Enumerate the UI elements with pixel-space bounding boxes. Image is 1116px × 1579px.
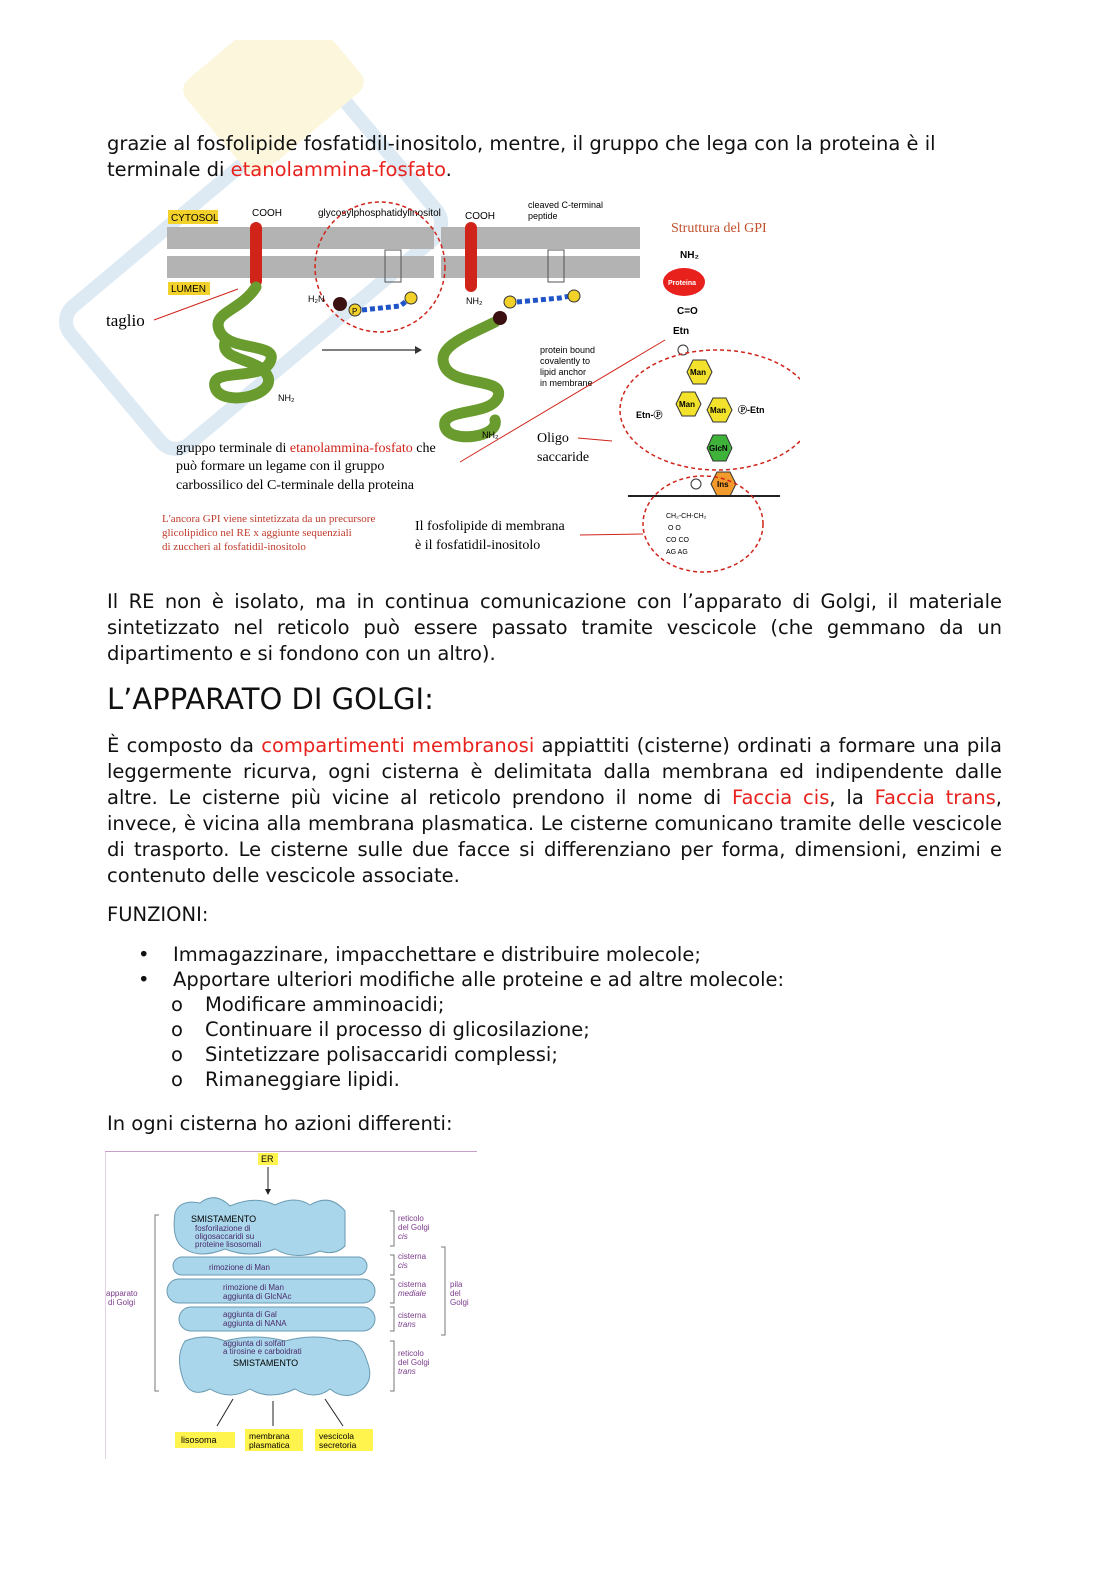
sub-list-item — [138, 992, 784, 1017]
cist-cis-label: cisterna — [398, 1252, 427, 1261]
oligo-label: Oligo — [537, 431, 569, 446]
gruppo-suffix: che — [412, 441, 436, 456]
bracket — [390, 1307, 394, 1331]
ret-trans-label: del Golgi — [398, 1358, 430, 1367]
vescicola-label: secretoria — [319, 1440, 357, 1450]
cisterna-intro: In ogni cisterna ho azioni differenti: — [107, 1112, 453, 1135]
membrane-band — [167, 227, 434, 249]
fosfolipide-note: Il fosfolipide di membrana — [415, 519, 565, 534]
cleaved-label: cleaved C-terminal — [528, 200, 604, 210]
oligo-arrow — [578, 438, 612, 441]
output-arrow — [217, 1399, 233, 1426]
er-arrow-head — [265, 1189, 271, 1195]
lipid-formula: CH₂-CH-CH₂ — [666, 513, 707, 520]
intro-prefix: terminale di — [107, 158, 231, 181]
gruppo-prefix: gruppo terminale di — [176, 441, 290, 456]
ret-cis-label: reticolo — [398, 1214, 424, 1223]
golgi-figure — [105, 1151, 477, 1459]
smistamento-label-2: SMISTAMENTO — [233, 1358, 299, 1368]
bracket — [390, 1279, 394, 1303]
pila-label: pila — [450, 1280, 463, 1289]
cooh-label: COOH — [465, 211, 495, 222]
protein-coil-right — [443, 322, 499, 437]
etn-right-label: Ⓟ-Etn — [738, 405, 765, 415]
sub-list-item — [138, 1042, 784, 1067]
struttura-title: Struttura del GPI — [671, 221, 767, 236]
gruppo-label-line2: può formare un legame con il gruppo — [176, 459, 385, 474]
paragraph-re-golgi: Il RE non è isolato, ma in continua comunicazione con l’apparato di Golgi, il materiale sintetizzato nel reticolo può essere passato tramite vescicole (che gemmano da un dipartimento e si fondono con un altro). — [107, 590, 1002, 665]
vescicola-label: vescicola — [319, 1431, 354, 1441]
phosphate-label: P — [352, 307, 358, 316]
phosphate-node — [691, 479, 701, 489]
membrana-label: plasmatica — [249, 1440, 290, 1450]
cleaved-label-2: peptide — [528, 211, 558, 221]
para3-e: , la — [829, 786, 875, 809]
protein-coil-left — [215, 287, 272, 398]
phosphate-p — [405, 292, 417, 304]
intro-line-2 — [107, 157, 1002, 183]
para3-highlight-cis: Faccia cis — [732, 786, 830, 809]
para3-highlight-trans: Faccia trans — [874, 786, 996, 809]
etn-label: Etn — [673, 326, 690, 337]
lipid-formula: CO CO — [666, 537, 689, 544]
cisterna-cis — [173, 1257, 367, 1275]
sub-item-text: Modificare amminoacidi; — [205, 993, 445, 1016]
list-item: • Apportare ulteriori modifiche alle proteine e ad altre molecole: — [138, 967, 784, 992]
gruppo-label-line1 — [176, 441, 436, 456]
anchor-dot — [493, 311, 507, 325]
apparato-bracket — [155, 1215, 159, 1391]
nh2-right-label: NH₂ — [482, 430, 499, 440]
co-label: C=O — [677, 306, 698, 317]
glcnac-label: aggiunta di GlcNAc — [223, 1292, 292, 1301]
ret-cis-label: cis — [398, 1232, 408, 1241]
er-label: ER — [261, 1154, 274, 1164]
bracket — [390, 1211, 394, 1246]
glycosyl-label: glycosylphosphatidylinositol — [318, 208, 441, 219]
cooh-label: COOH — [252, 208, 282, 219]
transmembrane-helix — [465, 222, 477, 292]
sub-marker: o — [171, 1018, 183, 1041]
sub-list — [138, 992, 784, 1092]
rim-man-label: rimozione di Man — [209, 1263, 270, 1272]
gpi-anchor-figure — [100, 192, 800, 577]
man-label: Man — [690, 368, 706, 377]
lipid-formula: O O — [668, 525, 681, 532]
sub-marker: o — [171, 1068, 183, 1091]
protein-bound-label: lipid anchor — [540, 367, 587, 377]
pila-label: del — [450, 1289, 461, 1298]
membrana-label: membrana — [249, 1431, 290, 1441]
membrane-band — [167, 256, 434, 278]
fosfo-label: proteine lisosomali — [195, 1240, 262, 1249]
fosfo-label: fosforilazione di — [195, 1224, 251, 1233]
taglio-label: taglio — [106, 311, 145, 330]
apparato-label: di Golgi — [108, 1298, 136, 1307]
sub-list-item — [138, 1017, 784, 1042]
cytosol-label: CYTOSOL — [171, 213, 219, 224]
nana-label: aggiunta di NANA — [223, 1319, 287, 1328]
gal-label: aggiunta di Gal — [223, 1310, 277, 1319]
transmembrane-helix — [250, 222, 262, 287]
para3-c: appiattiti (cisterne) ordinati a formare una pila leggermente ricurva, ogni cisterna è delimitata dalla membrana ed indipendente dalle altre. Le cisterne più vicine al reticolo prendono il nome di — [107, 734, 1002, 809]
pila-bracket — [441, 1247, 445, 1335]
oligo-label-2: saccaride — [537, 450, 590, 465]
protein-bound-label: in membrane — [540, 378, 593, 388]
pila-label: Golgi — [450, 1298, 469, 1307]
anchor-dot — [333, 297, 347, 311]
ins-label: Ins — [717, 480, 729, 489]
solfati-label: aggiunta di solfati — [223, 1339, 286, 1348]
intro-highlight: etanolammina-fosfato — [230, 158, 446, 181]
intro-line-1: grazie al fosfolipide fosfatidil-inositolo, mentre, il gruppo che lega con la proteina è il — [107, 132, 936, 155]
gruppo-label-line3: carbossilico del C-terminale della proteina — [176, 478, 414, 493]
phosphate-p — [504, 296, 516, 308]
h2n-label: H₂N — [308, 294, 325, 304]
protein-bound-label: covalently to — [540, 356, 591, 366]
funzioni-list — [138, 942, 784, 1092]
etn-left-label: Etn-Ⓟ — [636, 410, 663, 420]
phosphate-p — [568, 290, 580, 302]
funzioni-label: FUNZIONI: — [107, 903, 209, 926]
lisosoma-label: lisosoma — [181, 1435, 217, 1445]
proteina-label: Proteina — [668, 280, 697, 287]
glcn-label: GlcN — [709, 444, 728, 453]
sub-marker: o — [171, 993, 183, 1016]
fosfo-label: oligosaccaridi su — [195, 1232, 255, 1241]
list-item: • Immagazzinare, impacchettare e distribuire molecole; — [138, 942, 784, 967]
sugar-chain — [517, 296, 570, 302]
fosfolipide-note-2: è il fosfatidil-inositolo — [415, 538, 541, 553]
output-arrow — [325, 1399, 343, 1426]
rim-man2-label: rimozione di Man — [223, 1283, 284, 1292]
ret-cis-label: del Golgi — [398, 1223, 430, 1232]
solfati-label: a tirosine e carboidrati — [223, 1347, 302, 1356]
smistamento-label: SMISTAMENTO — [191, 1214, 257, 1224]
ancora-note: di zuccheri al fosfatidil-inositolo — [162, 541, 306, 553]
cist-med-label: cisterna — [398, 1280, 427, 1289]
protein-bound-label: protein bound — [540, 345, 596, 355]
section-title: L’APPARATO DI GOLGI: — [107, 682, 434, 716]
bracket — [390, 1255, 394, 1275]
sub-item-text: Sintetizzare polisaccaridi complessi; — [205, 1043, 558, 1066]
nh2-label: NH₂ — [278, 393, 295, 403]
para3-highlight-compartimenti: compartimenti membranosi — [261, 734, 535, 757]
ancora-note: L'ancora GPI viene sintetizzata da un precursore — [162, 513, 376, 525]
gruppo-highlight: etanolammina-fosfato — [289, 441, 413, 456]
reaction-arrow-head — [415, 346, 422, 354]
ret-trans-label: trans — [398, 1367, 416, 1376]
sub-marker: o — [171, 1043, 183, 1066]
nh2-top-label: NH₂ — [466, 296, 483, 306]
fosfolipide-arrow — [580, 534, 643, 535]
man-label: Man — [679, 400, 695, 409]
lumen-label: LUMEN — [171, 284, 207, 295]
para3-a: È composto da — [107, 734, 262, 757]
sub-item-text: Rimaneggiare lipidi. — [205, 1068, 400, 1091]
lipid-formula: AG AG — [666, 549, 688, 556]
cist-trans-label: cisterna — [398, 1311, 427, 1320]
sugar-chain — [362, 297, 412, 310]
nh2-struct-label: NH₂ — [680, 250, 699, 261]
phospholipid-circle — [643, 476, 763, 572]
cist-med-label: mediale — [398, 1289, 427, 1298]
ret-trans-label: reticolo — [398, 1349, 424, 1358]
intro-suffix: . — [445, 158, 452, 181]
cist-trans-label: trans — [398, 1320, 416, 1329]
sub-list-item — [138, 1067, 784, 1092]
man-label: Man — [710, 406, 726, 415]
sub-item-text: Continuare il processo di glicosilazione; — [205, 1018, 590, 1041]
para3-g: , invece, è vicina alla membrana plasmatica. Le cisterne comunicano tramite delle vescicole di trasporto. Le cisterne sulle due facce si differenziano per forma, dimensioni, enzimi e contenuto delle vescicole associate. — [107, 786, 1002, 887]
apparato-label: apparato — [106, 1289, 138, 1298]
sub-list-container — [138, 992, 784, 1092]
ancora-note: glicolipidico nel RE x aggiunte sequenziali — [162, 527, 352, 539]
cist-cis-label: cis — [398, 1261, 408, 1270]
paragraph-golgi — [107, 733, 1002, 889]
bracket — [390, 1341, 394, 1391]
